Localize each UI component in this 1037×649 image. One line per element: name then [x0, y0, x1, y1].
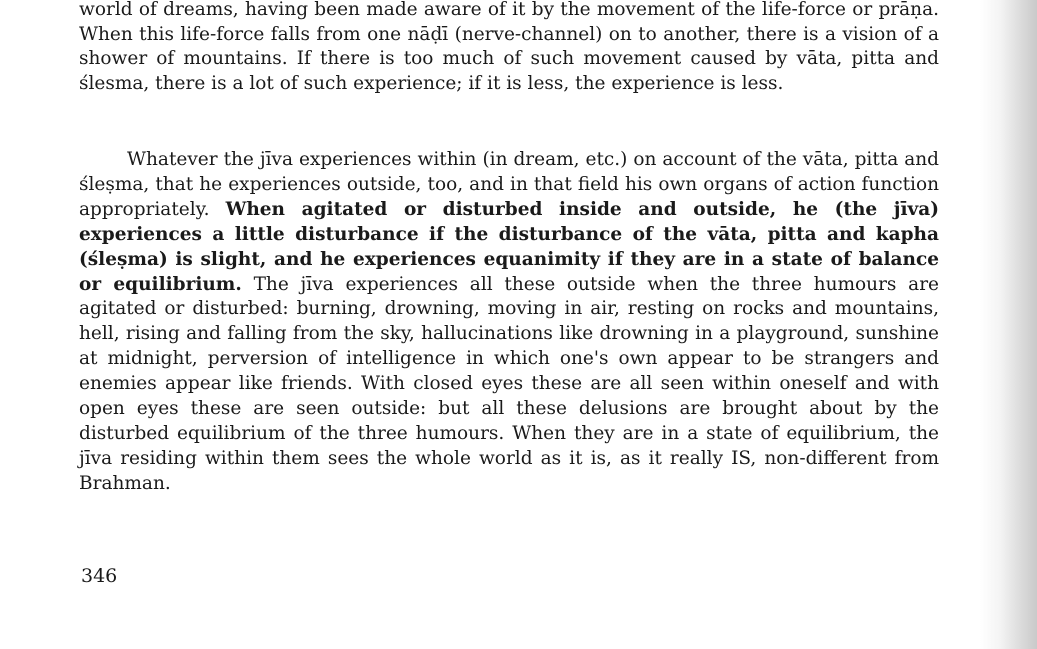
- page-number: 346: [81, 565, 118, 587]
- paragraph-2-bold-emphasis: When agitated or disturbed inside and outside, he (the jīva) experiences a little disturbance if the disturbance of the vāta, pitta and kapha (śleṣma) is slight, and he experiences equanimity if they are in a state of balance or equilibrium.: [79, 198, 939, 295]
- paragraph-2-rest: The jīva experiences all these outside when the three humours are agitated or disturbed: burning, drowning, moving in air, resting on rocks and mountains, hell, rising and falling from the sky, hallucinations like drowning in a playground, sunshine at midnight, perversion of intelligence in which one's own appear to be strangers and enemies appear like friends. With closed eyes these are all seen within oneself and with open eyes these are seen outside: but all these delusions are brought about by the disturbed equilibrium of the three humours. When they are in a state of equilibrium, the jīva residing within them sees the whole world as it is, as it really IS, non-different from Brahman.: [79, 273, 939, 494]
- paragraph-1-text: world of dreams, having been made aware of it by the movement of the life-force or prāṇa. When this life-force falls from one nāḍī (nerve-channel) on to another, there is a vision of a shower of mountains. If there is too much of such movement caused by vāta, pitta and ślesma, there is a lot of such experience; if it is less, the experience is less.: [79, 0, 939, 95]
- paragraph-2-lead: Whatever the jīva experiences within (in dream, etc.) on account of the vāta, pitta and śleṣma, that he experiences outside, too, and in that field his own organs of action function appropriately.: [79, 149, 939, 220]
- paragraph-continued: [79, 0, 939, 97]
- paragraph-main: [79, 148, 939, 497]
- paragraph-2-text: [79, 148, 939, 497]
